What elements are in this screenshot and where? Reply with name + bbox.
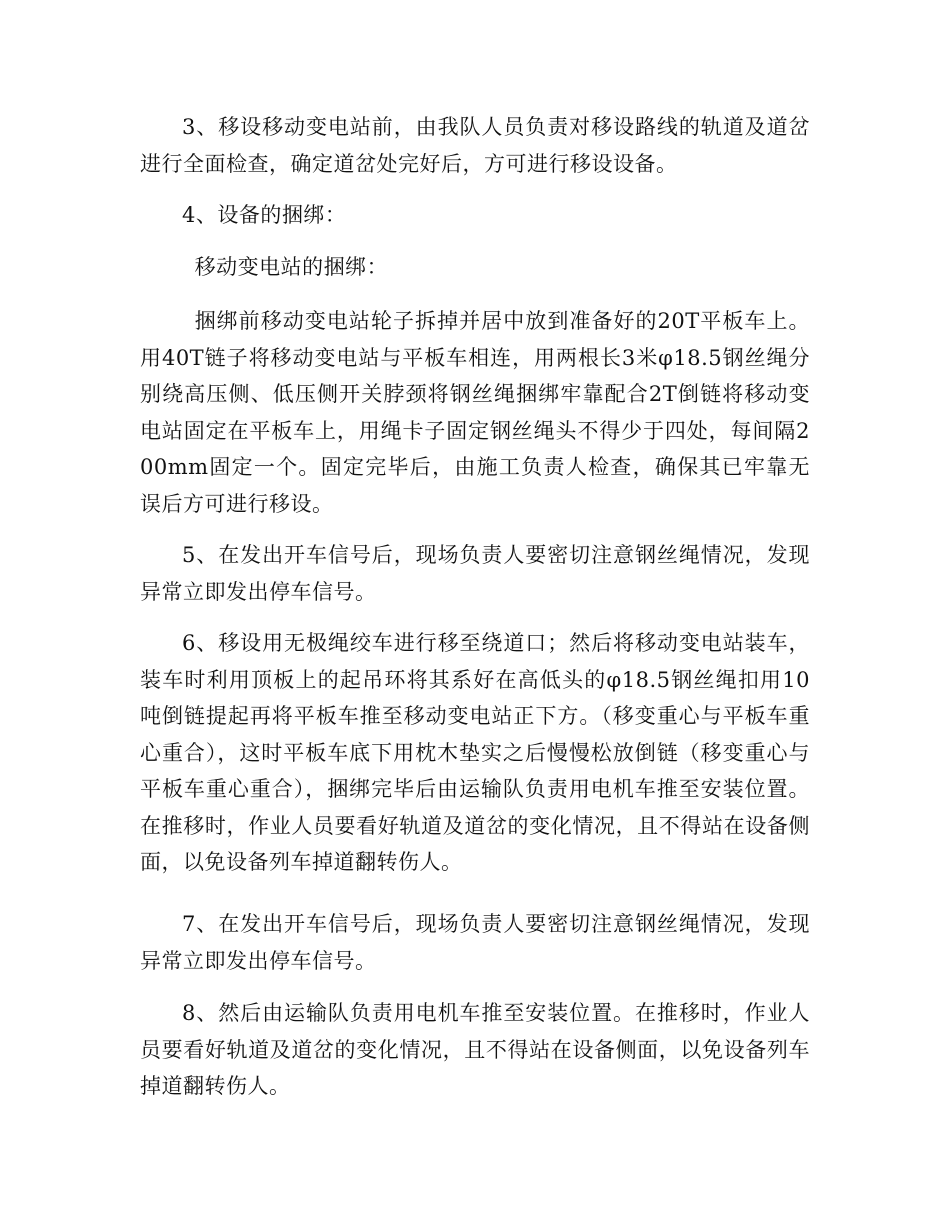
paragraph-subheading-binding: 移动变电站的捆绑： (194, 255, 389, 279)
paragraph-step-8: 8、然后由运输队负责用电机车推至安装位置。在推移时，作业人员要看好轨道及道岔的变化情况，且不得站在设备侧面，以免设备列车掉道翻转伤人。 (140, 1001, 810, 1098)
paragraph-binding-details: 捆绑前移动变电站轮子拆掉并居中放到准备好的20T平板车上。用40T链子将移动变电站与平板车相连，用两根长3米φ18.5钢丝绳分别绕高压侧、低压侧开关脖颈将钢丝绳捆绑牢靠配合2T倒链将移动变电站固定在平板车上，用绳卡子固定钢丝绳头不得少于四处，每间隔200mm固定一个。固定完毕后，由施工负责人检查，确保其已牢靠无误后方可进行移设。 (140, 309, 810, 516)
paragraph-step-3: 3、移设移动变电站前，由我队人员负责对移设路线的轨道及道岔进行全面检查，确定道岔处完好后，方可进行移设设备。 (140, 115, 810, 176)
paragraph-step-7: 7、在发出开车信号后，现场负责人要密切注意钢丝绳情况，发现异常立即发出停车信号。 (140, 912, 810, 973)
paragraph-step-4-heading: 4、设备的捆绑： (182, 203, 347, 227)
paragraph-step-6: 6、移设用无极绳绞车进行移至绕道口；然后将移动变电站装车，装车时利用顶板上的起吊环将其系好在高低头的φ18.5钢丝绳扣用10吨倒链提起再将平板车推至移动变电站正下方。（移变重心与平板车重心重合），这时平板车底下用枕木垫实之后慢慢松放倒链（移变重心与平板车重心重合），捆绑完毕后由运输队负责用电机车推至安装位置。在推移时，作业人员要看好轨道及道岔的变化情况，且不得站在设备侧面，以免设备列车掉道翻转伤人。 (140, 631, 810, 874)
paragraph-step-5: 5、在发出开车信号后，现场负责人要密切注意钢丝绳情况，发现异常立即发出停车信号。 (140, 543, 810, 604)
